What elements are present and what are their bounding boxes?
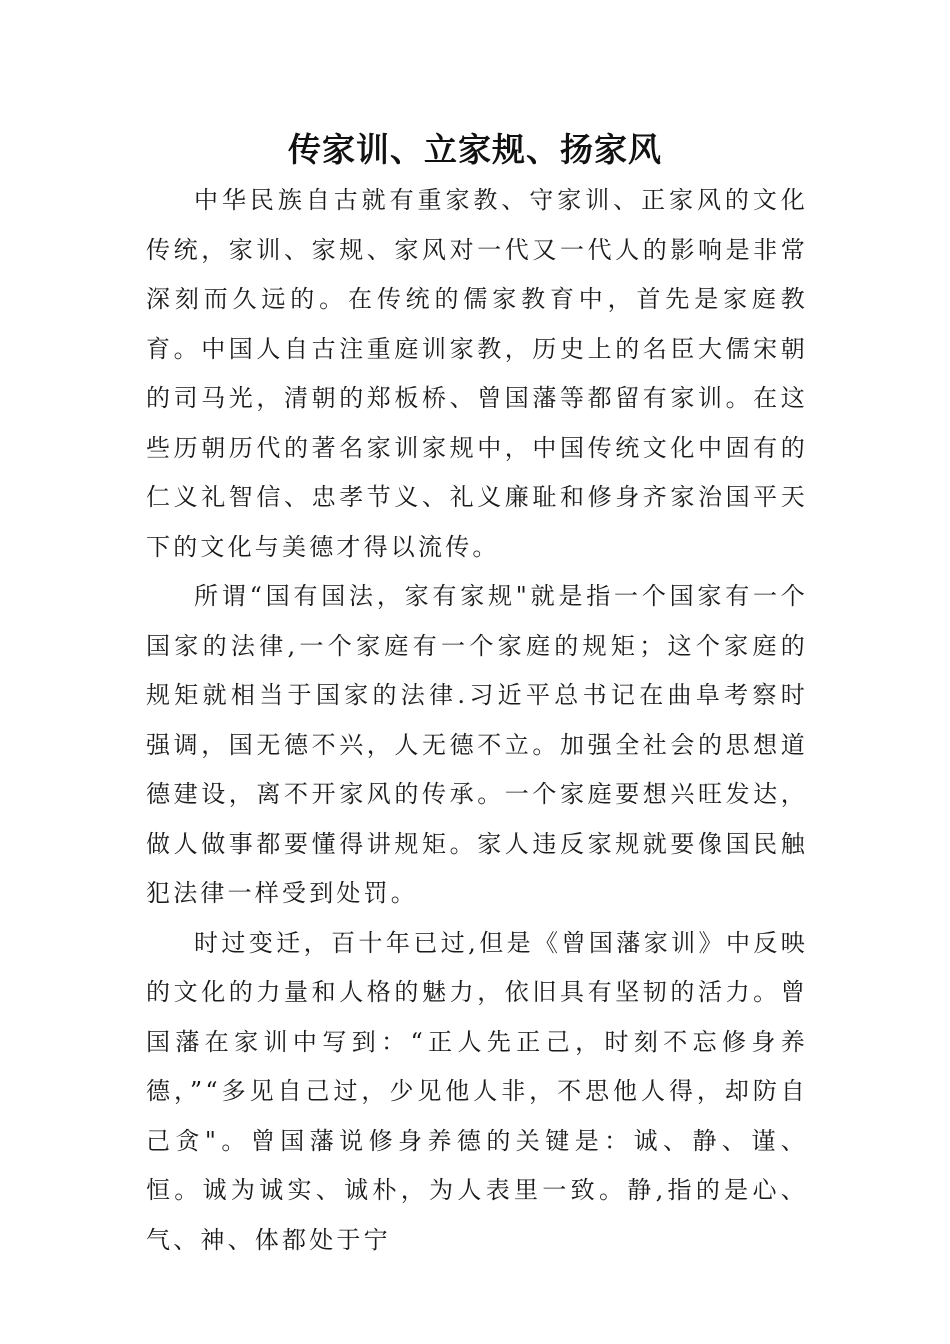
- paragraph-1: 中华民族自古就有重家教、守家训、正家风的文化传统，家训、家规、家风对一代又一代人的影响是非常深刻而久远的。在传统的儒家教育中，首先是家庭教育。中国人自古注重庭训家教，历史上的名臣大儒宋朝的司马光，清朝的郑板桥、曾国藩等都留有家训。在这些历朝历代的著名家训家规中，中国传统文化中固有的仁义礼智信、忠孝节义、礼义廉耻和修身齐家治国平天下的文化与美德才得以流传。: [146, 186, 808, 561]
- document-body: [146, 176, 808, 1265]
- paragraph-2: 所谓“国有国法，家有家规"就是指一个国家有一个国家的法律,一个家庭有一个家庭的规矩；这个家庭的规矩就相当于国家的法律.习近平总书记在曲阜考察时强调，国无德不兴，人无德不立。加强全社会的思想道德建设，离不开家风的传承。一个家庭要想兴旺发达，做人做事都要懂得讲规矩。家人违反家规就要像国民触犯法律一样受到处罚。: [146, 582, 808, 907]
- paragraph-3: 时过变迁，百十年已过,但是《曾国藩家训》中反映的文化的力量和人格的魅力，依旧具有坚韧的活力。曾国藩在家训中写到：“正人先正己，时刻不忘修身养德，”“多见自己过，少见他人非，不思他人得，却防自己贪"。曾国藩说修身养德的关键是：诚、静、谨、恒。诚为诚实、诚朴，为人表里一致。静,指的是心、气、神、体都处于宁: [146, 928, 808, 1254]
- document-title: 传家训、立家规、扬家风: [288, 130, 662, 169]
